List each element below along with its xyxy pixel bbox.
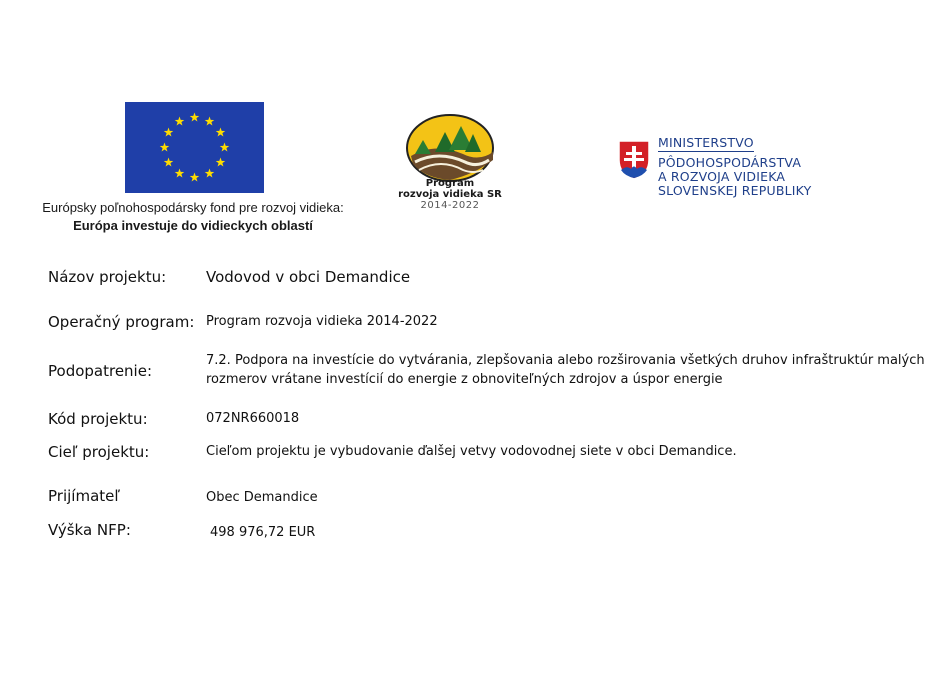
submeasure-label: Podopatrenie: <box>48 362 153 380</box>
amount-label: Výška NFP: <box>48 521 131 539</box>
project-goal-label: Cieľ projektu: <box>48 443 150 461</box>
recipient-label: Prijímateľ <box>48 487 120 505</box>
project-code-value: 072NR660018 <box>206 411 300 426</box>
ministry-line3: A ROZVOJA VIDIEKA <box>658 169 786 184</box>
operational-program-label: Operačný program: <box>48 313 195 331</box>
ministry-line2: PÔDOHOSPODÁRSTVA <box>658 155 802 170</box>
prv-line3: 2014-2022 <box>420 200 480 211</box>
ministry-line4: SLOVENSKEJ REPUBLIKY <box>658 183 812 198</box>
eu-caption-line1: Európsky poľnohospodársky fond pre rozvoj vidieka: <box>42 200 344 215</box>
ministry-line1: MINISTERSTVO <box>658 135 754 150</box>
project-code-label: Kód projektu: <box>48 410 148 428</box>
recipient-value: Obec Demandice <box>206 490 318 505</box>
submeasure-line1: 7.2. Podpora na investície do vytvárania, zlepšovania alebo rozširovania všetkých druhov infraštruktúr malých <box>206 353 925 368</box>
ministry-logo <box>618 136 848 206</box>
operational-program-value: Program rozvoja vidieka 2014-2022 <box>206 314 438 329</box>
rural-development-program-caption <box>385 178 515 211</box>
eu-fund-caption <box>10 199 376 235</box>
project-name-value: Vodovod v obci Demandice <box>206 268 411 286</box>
amount-value: 498 976,72 EUR <box>210 525 316 540</box>
prv-line2: rozvoja vidieka SR <box>398 189 502 200</box>
prv-line1: Program <box>425 178 475 189</box>
project-name-label: Názov projektu: <box>48 268 167 286</box>
eu-caption-line2: Európa investuje do vidieckych oblastí <box>73 218 313 233</box>
rural-development-program-logo <box>405 112 495 182</box>
submeasure-line2: rozmerov vrátane investícií do energie z obnoviteľných zdrojov a úspor energie <box>206 372 723 387</box>
slovak-coat-of-arms-icon <box>618 140 650 180</box>
eu-flag-logo <box>125 102 264 193</box>
submeasure-value <box>206 351 925 389</box>
project-goal-value: Cieľom projektu je vybudovanie ďalšej vetvy vodovodnej siete v obci Demandice. <box>206 444 737 459</box>
